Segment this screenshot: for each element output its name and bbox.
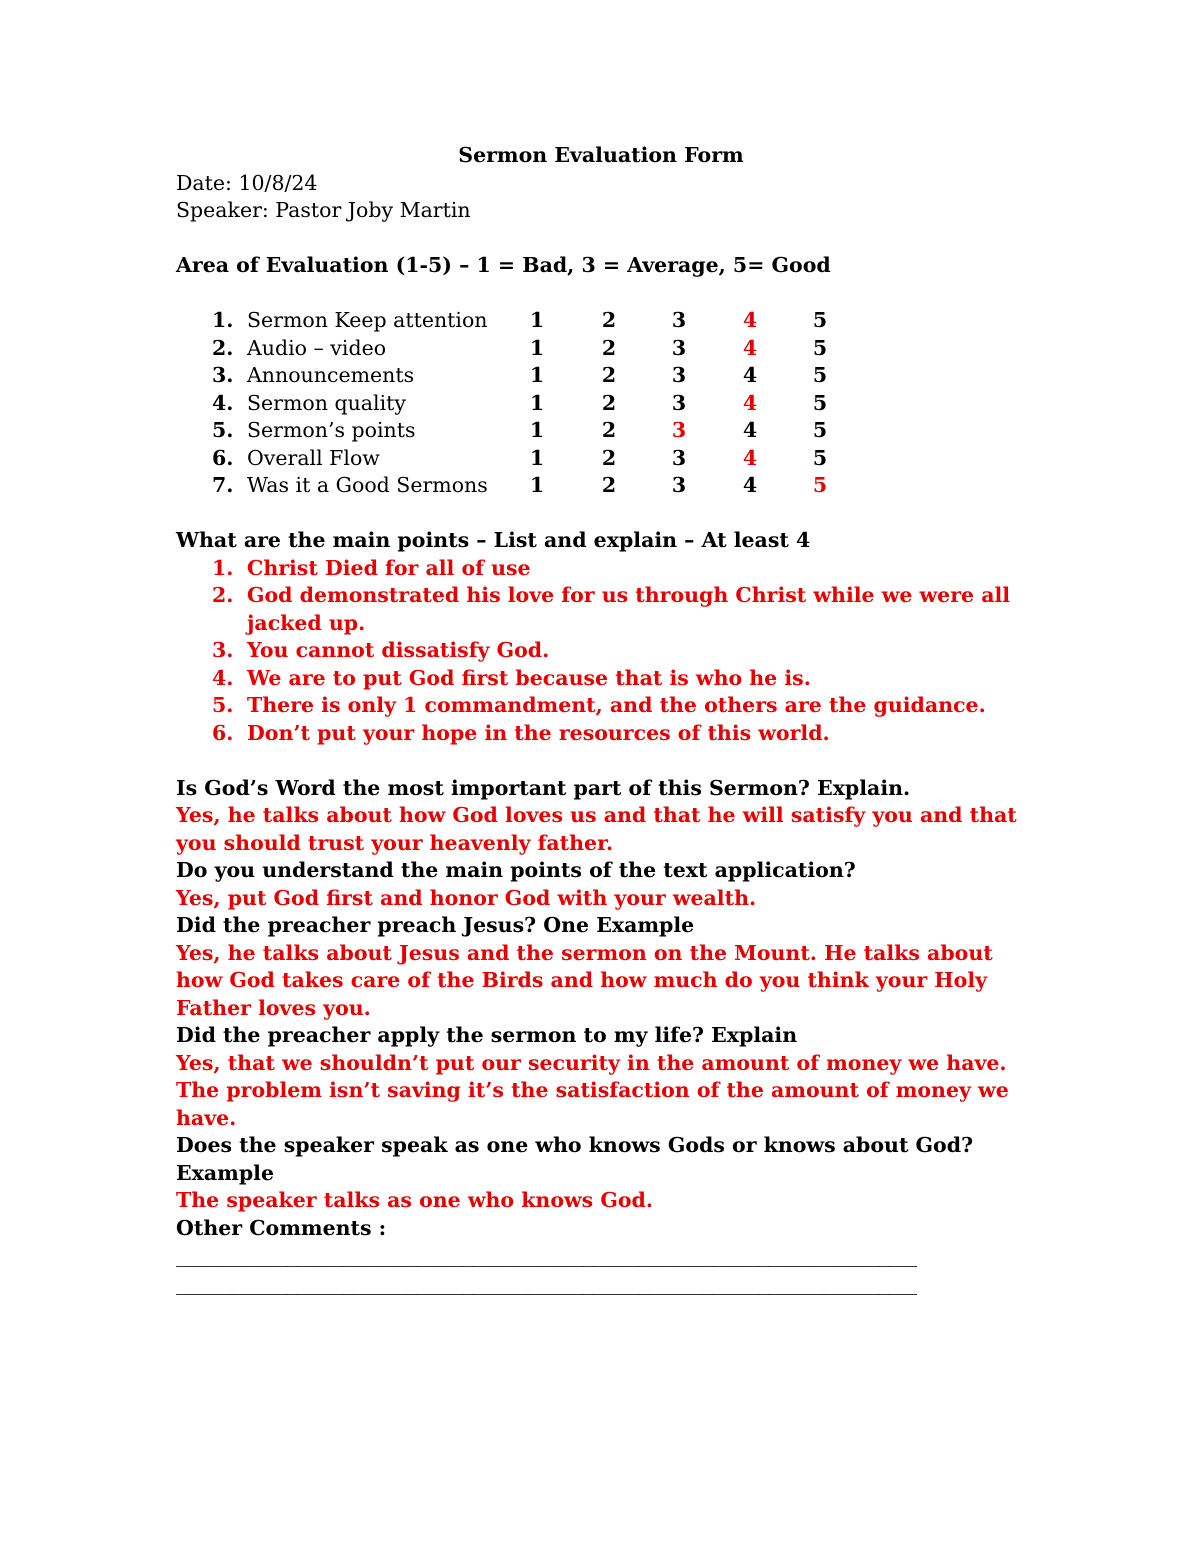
rating-score-5[interactable]: 5	[812, 445, 828, 470]
answer-text: Yes, put God first and honor God with your wealth.	[176, 885, 757, 910]
rating-list	[176, 307, 1026, 500]
rating-score-1[interactable]: 1	[529, 445, 545, 470]
rating-number: 7.	[212, 473, 234, 497]
question-text: Do you understand the main points of the text application?	[176, 858, 856, 882]
rating-score-4[interactable]: 4	[742, 308, 758, 332]
main-point-item	[176, 692, 1026, 720]
rating-label: Was it a Good Sermons	[247, 473, 488, 497]
rating-score-5[interactable]: 5	[812, 363, 828, 387]
main-point-item	[176, 665, 1026, 693]
rating-score-4[interactable]: 4	[742, 335, 758, 360]
main-points-heading: What are the main points – List and explain – At least 4	[176, 528, 811, 552]
main-point-item	[176, 720, 1026, 748]
question-text: Did the preacher apply the sermon to my life? Explain	[176, 1023, 798, 1047]
rating-row	[176, 472, 1026, 500]
rating-score-2[interactable]: 2	[601, 390, 617, 415]
rating-score-5[interactable]: 5	[812, 473, 828, 497]
answer-text: Yes, that we shouldn’t put our security in the amount of money we have. The problem isn’t saving it’s the satisfaction of the amount of money we have.	[176, 1050, 1009, 1130]
rating-score-5[interactable]: 5	[812, 418, 828, 442]
rating-label: Announcements	[247, 363, 415, 387]
rating-score-3[interactable]: 3	[671, 335, 687, 360]
rating-score-1[interactable]: 1	[529, 308, 545, 332]
rating-score-3[interactable]: 3	[671, 445, 687, 470]
main-point-item	[176, 582, 1026, 637]
rating-label: Overall Flow	[247, 445, 380, 470]
main-point-text: You cannot dissatisfy God.	[247, 638, 550, 662]
rating-score-1[interactable]: 1	[529, 390, 545, 415]
question-list	[176, 775, 1026, 1215]
rating-score-1[interactable]: 1	[529, 473, 545, 497]
other-comments-label: Other Comments :	[176, 1215, 387, 1240]
rating-label: Sermon Keep attention	[247, 308, 488, 332]
rating-score-3[interactable]: 3	[671, 308, 687, 332]
rating-score-2[interactable]: 2	[601, 445, 617, 470]
rating-number: 6.	[212, 445, 234, 470]
main-point-text: Don’t put your hope in the resources of this world.	[247, 720, 830, 745]
rating-score-4[interactable]: 4	[742, 445, 758, 470]
rating-score-5[interactable]: 5	[812, 335, 828, 360]
main-point-number: 6.	[212, 720, 234, 745]
rating-row	[176, 445, 1026, 473]
main-point-number: 5.	[212, 693, 234, 717]
rating-score-2[interactable]: 2	[601, 308, 617, 332]
rating-score-4[interactable]: 4	[742, 473, 758, 497]
answer-text: The speaker talks as one who knows God.	[176, 1188, 653, 1212]
answer-text: Yes, he talks about how God loves us and that he will satisfy you and that you should trust your heavenly father.	[176, 803, 1017, 855]
rating-number: 4.	[212, 390, 234, 415]
main-point-item	[176, 637, 1026, 665]
rating-number: 3.	[212, 363, 234, 387]
scale-heading: Area of Evaluation (1-5) – 1 = Bad, 3 = Average, 5= Good	[176, 253, 831, 277]
rating-number: 2.	[212, 335, 234, 360]
main-point-number: 4.	[212, 665, 234, 690]
rating-row	[176, 362, 1026, 390]
rating-score-5[interactable]: 5	[812, 308, 828, 332]
rating-score-2[interactable]: 2	[601, 418, 617, 442]
rating-label: Sermon quality	[247, 390, 406, 415]
rating-score-3[interactable]: 3	[671, 473, 687, 497]
comment-line: ________________________________________________________________________________	[176, 1243, 916, 1267]
rating-label: Audio – video	[247, 335, 387, 360]
rating-row	[176, 307, 1026, 335]
main-point-number: 3.	[212, 638, 234, 662]
rating-score-1[interactable]: 1	[529, 418, 545, 442]
rating-label: Sermon’s points	[247, 418, 416, 442]
rating-score-1[interactable]: 1	[529, 363, 545, 387]
main-point-text: Christ Died for all of use	[247, 555, 531, 580]
main-point-number: 2.	[212, 583, 234, 607]
main-point-text: There is only 1 commandment, and the others are the guidance.	[247, 693, 986, 717]
main-points-list	[176, 555, 1026, 748]
rating-score-4[interactable]: 4	[742, 363, 758, 387]
rating-score-5[interactable]: 5	[812, 390, 828, 415]
rating-score-3[interactable]: 3	[671, 390, 687, 415]
rating-row	[176, 335, 1026, 363]
rating-row	[176, 417, 1026, 445]
date-line: Date: 10/8/24	[176, 170, 318, 195]
question-text: Does the speaker speak as one who knows Gods or knows about God? Example	[176, 1133, 974, 1185]
rating-score-4[interactable]: 4	[742, 390, 758, 415]
form-body	[176, 142, 1026, 1297]
rating-score-3[interactable]: 3	[671, 418, 687, 442]
rating-score-2[interactable]: 2	[601, 473, 617, 497]
question-text: Did the preacher preach Jesus? One Example	[176, 913, 695, 937]
question-text: Is God’s Word the most important part of this Sermon? Explain.	[176, 775, 911, 800]
comment-line: ________________________________________________________________________________	[176, 1270, 916, 1295]
main-point-number: 1.	[212, 555, 234, 580]
main-point-item	[176, 555, 1026, 583]
rating-score-2[interactable]: 2	[601, 335, 617, 360]
rating-score-4[interactable]: 4	[742, 418, 758, 442]
rating-score-3[interactable]: 3	[671, 363, 687, 387]
answer-text: Yes, he talks about Jesus and the sermon on the Mount. He talks about how God takes care of the Birds and how much do you think your Holy Father loves you.	[176, 940, 993, 1020]
rating-score-1[interactable]: 1	[529, 335, 545, 360]
rating-score-2[interactable]: 2	[601, 363, 617, 387]
main-point-text: We are to put God first because that is who he is.	[247, 665, 811, 690]
rating-number: 1.	[212, 308, 234, 332]
main-point-text: God demonstrated his love for us through Christ while we were all jacked up.	[247, 583, 1011, 635]
form-title: Sermon Evaluation Form	[458, 143, 744, 167]
rating-number: 5.	[212, 418, 234, 442]
speaker-line: Speaker: Pastor Joby Martin	[176, 198, 471, 222]
rating-row	[176, 390, 1026, 418]
